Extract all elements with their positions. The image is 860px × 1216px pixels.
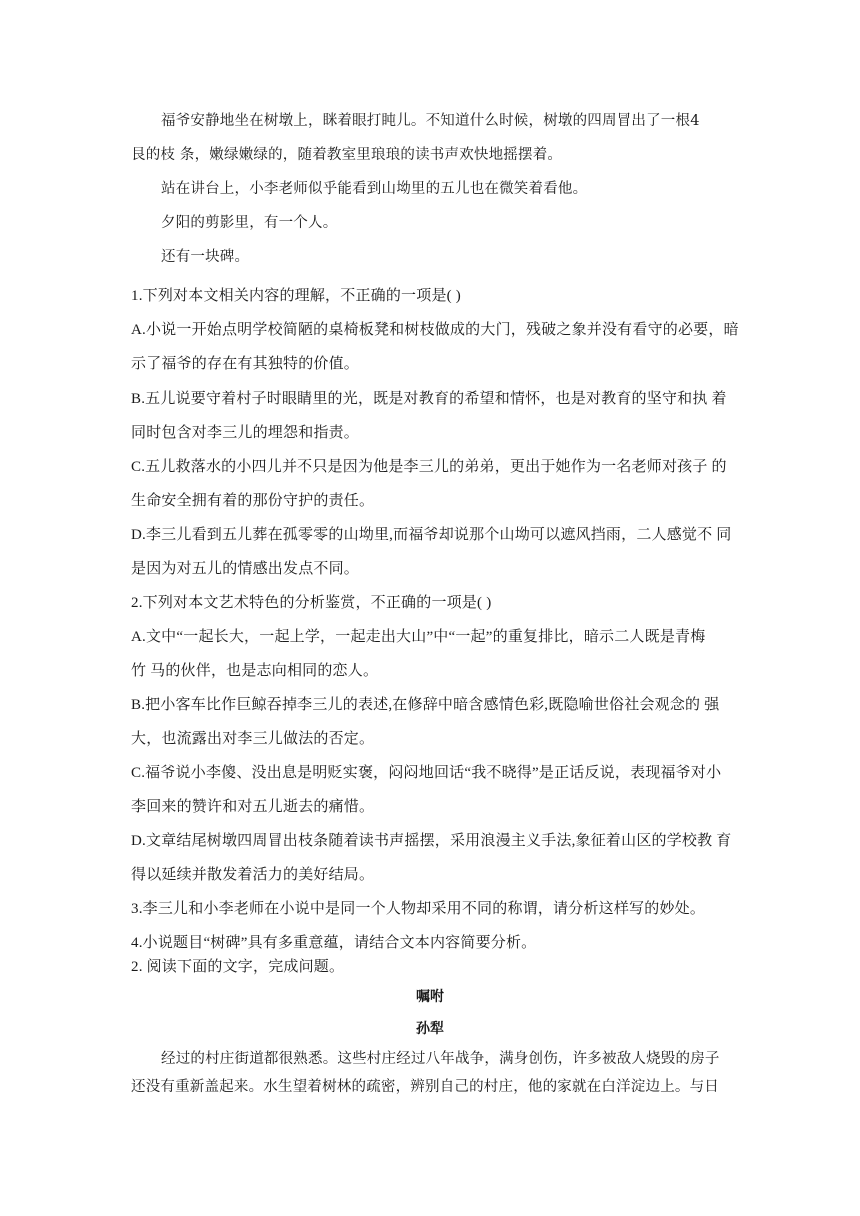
question-1-option-c-line-1: C.五儿救落水的小四儿并不只是因为他是李三儿的弟弟，更出于她作为一名老师对孩子 的 <box>131 459 727 475</box>
question-1-option-a-line-1: A.小说一开始点明学校简陋的桌椅板凳和树枝做成的大门，残破之象并没有看守的必要，暗 <box>131 322 739 338</box>
story-paragraph-4: 还有一块碑。 <box>161 249 250 265</box>
question-2-option-c-line-2: 李回来的赞许和对五儿逝去的痛惜。 <box>131 799 375 815</box>
question-1-option-b-line-2: 同时包含对李三儿的埋怨和指责。 <box>131 425 360 441</box>
section-2-intro: 2. 阅读下面的文字，完成问题。 <box>131 959 345 975</box>
question-2-option-b-line-2: 大，也流露出对李三儿做法的否定。 <box>131 731 375 747</box>
article-paragraph-1-line-1: 经过的村庄街道都很熟悉。这些村庄经过八年战争，满身创伤，许多被敌人烧毁的房子 <box>161 1051 720 1067</box>
question-1: 1.下列对本文相关内容的理解，不正确的一项是( ) <box>131 288 461 304</box>
question-2: 2.下列对本文艺术特色的分析鉴赏，不正确的一项是( ) <box>131 595 492 611</box>
question-2-option-c-line-1: C.福爷说小李傻、没出息是明贬实褒，闷闷地回话“我不晓得”是正话反说，表现福爷对小 <box>131 765 722 781</box>
story-paragraph-2: 站在讲台上，小李老师似乎能看到山坳里的五儿也在微笑着看他。 <box>161 181 588 197</box>
question-2-option-a-line-1: A.文中“一起长大，一起上学，一起走出大山”中“一起”的重复排比，暗示二人既是青梅 <box>131 629 706 645</box>
question-2-option-a-line-2: 竹 马的伙伴，也是志向相同的恋人。 <box>131 663 379 679</box>
question-2-option-d-line-1: D.文章结尾树墩四周冒出枝条随着读书声摇摆，采用浪漫主义手法,象征着山区的学校教 育 <box>131 833 732 849</box>
question-1-option-d-line-1: D.李三儿看到五儿葬在孤零零的山坳里,而福爷却说那个山坳可以遮风挡雨，二人感觉不 同 <box>131 527 732 543</box>
question-2-option-d-line-2: 得以延续并散发着活力的美好结局。 <box>131 867 375 883</box>
story-paragraph-3: 夕阳的剪影里，有一个人。 <box>161 215 338 231</box>
question-1-option-d-line-2: 是因为对五儿的情感出发点不同。 <box>131 561 360 577</box>
article-paragraph-1-line-2: 还没有重新盖起来。水生望着树林的疏密，辨别自己的村庄，他的家就在白洋淀边上。与日 <box>131 1079 719 1095</box>
question-2-option-b-line-1: B.把小客车比作巨鲸吞掉李三儿的表述,在修辞中暗含感情色彩,既隐喻世俗社会观念的 强 <box>131 697 720 713</box>
question-1-option-b-line-1: B.五儿说要守着村子时眼睛里的光，既是对教育的希望和情怀，也是对教育的坚守和执 着 <box>131 391 727 407</box>
question-1-option-a-line-2: 示了福爷的存在有其独特的价值。 <box>131 356 360 372</box>
question-3: 3.李三儿和小李老师在小说中是同一个人物却采用不同的称谓，请分析这样写的妙处。 <box>131 901 706 917</box>
article-title: 嘱咐 <box>416 989 444 1005</box>
article-author: 孙犁 <box>416 1021 444 1037</box>
question-4: 4.小说题目“树碑”具有多重意蕴，请结合文本内容简要分析。 <box>131 935 537 951</box>
story-paragraph-1-line-2: 艮的枝 条，嫩绿嫩绿的，随着教室里琅琅的读书声欢快地摇摆着。 <box>131 147 563 163</box>
question-1-option-c-line-2: 生命安全拥有着的那份守护的责任。 <box>131 493 375 509</box>
story-paragraph-1-line-1: 福爷安静地坐在树墩上，眯着眼打盹儿。不知道什么时候，树墩的四周冒出了一根4 <box>161 113 700 129</box>
